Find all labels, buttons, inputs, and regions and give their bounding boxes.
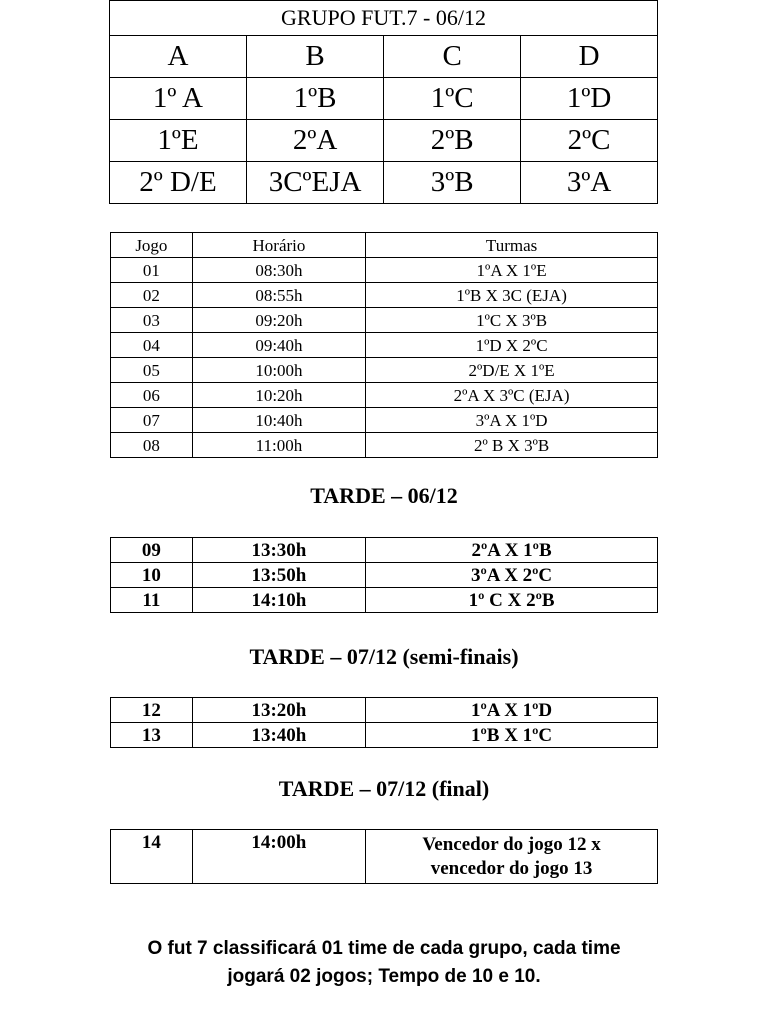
game-number: 03 xyxy=(111,308,193,333)
group-cell: 1ºC xyxy=(384,78,521,120)
game-time: 13:30h xyxy=(192,538,365,563)
table-row xyxy=(111,433,658,458)
game-teams: 1ºB X 1ºC xyxy=(366,723,658,748)
table-row xyxy=(111,538,658,563)
game-number: 02 xyxy=(111,283,193,308)
group-header-b: B xyxy=(246,36,383,78)
game-time: 09:40h xyxy=(192,333,365,358)
rules-note xyxy=(0,935,768,991)
game-time: 14:00h xyxy=(192,830,365,884)
game-teams: 2º B X 3ºB xyxy=(366,433,658,458)
table-row xyxy=(111,383,658,408)
game-time: 13:20h xyxy=(192,698,365,723)
game-teams-line: vencedor do jogo 13 xyxy=(430,857,593,879)
game-teams: 2ºA X 3ºC (EJA) xyxy=(366,383,658,408)
game-time: 13:50h xyxy=(192,563,365,588)
game-teams: 1ºB X 3C (EJA) xyxy=(366,283,658,308)
group-cell: 3CºEJA xyxy=(246,162,383,204)
game-number: 09 xyxy=(111,538,193,563)
table-row xyxy=(111,358,658,383)
game-time: 10:40h xyxy=(192,408,365,433)
game-teams: 2ºD/E X 1ºE xyxy=(366,358,658,383)
game-number: 13 xyxy=(111,723,193,748)
header-horario: Horário xyxy=(192,233,365,258)
game-teams: 1º C X 2ºB xyxy=(366,588,658,613)
groups-title: GRUPO FUT.7 - 06/12 xyxy=(110,1,658,36)
groups-table xyxy=(109,0,658,204)
game-time: 13:40h xyxy=(192,723,365,748)
group-cell: 2ºA xyxy=(246,120,383,162)
group-cell: 1ºE xyxy=(110,120,247,162)
table-row xyxy=(111,723,658,748)
game-time: 08:55h xyxy=(192,283,365,308)
game-time: 10:20h xyxy=(192,383,365,408)
group-cell: 1ºB xyxy=(246,78,383,120)
semifinals-table xyxy=(110,697,658,748)
game-number: 10 xyxy=(111,563,193,588)
table-row xyxy=(111,563,658,588)
game-number: 08 xyxy=(111,433,193,458)
game-time: 14:10h xyxy=(192,588,365,613)
game-time: 08:30h xyxy=(192,258,365,283)
game-number: 11 xyxy=(111,588,193,613)
header-jogo: Jogo xyxy=(111,233,193,258)
group-cell: 1º A xyxy=(110,78,247,120)
group-cell: 2º D/E xyxy=(110,162,247,204)
game-teams: 1ºA X 1ºD xyxy=(366,698,658,723)
group-cell: 2ºB xyxy=(384,120,521,162)
game-teams xyxy=(366,830,658,884)
afternoon-heading: TARDE – 06/12 xyxy=(310,483,458,508)
group-cell: 3ºA xyxy=(521,162,658,204)
schedule-header-row xyxy=(111,233,658,258)
group-header-a: A xyxy=(110,36,247,78)
group-header-d: D xyxy=(521,36,658,78)
group-cell: 2ºC xyxy=(521,120,658,162)
afternoon-schedule-table xyxy=(110,537,658,613)
table-row xyxy=(111,588,658,613)
final-table xyxy=(110,829,658,884)
table-row xyxy=(111,333,658,358)
groups-row xyxy=(110,78,658,120)
game-number: 05 xyxy=(111,358,193,383)
game-number: 04 xyxy=(111,333,193,358)
game-time: 11:00h xyxy=(192,433,365,458)
game-teams: 3ºA X 2ºC xyxy=(366,563,658,588)
final-heading: TARDE – 07/12 (final) xyxy=(278,776,490,801)
header-turmas: Turmas xyxy=(366,233,658,258)
table-row xyxy=(111,830,658,884)
game-teams: 1ºD X 2ºC xyxy=(366,333,658,358)
table-row xyxy=(111,308,658,333)
group-cell: 1ºD xyxy=(521,78,658,120)
game-teams-line: Vencedor do jogo 12 x xyxy=(422,834,601,855)
table-row xyxy=(111,258,658,283)
game-time: 09:20h xyxy=(192,308,365,333)
groups-header-row xyxy=(110,36,658,78)
group-header-c: C xyxy=(384,36,521,78)
table-row xyxy=(111,408,658,433)
game-number: 12 xyxy=(111,698,193,723)
groups-row xyxy=(110,162,658,204)
morning-schedule-table xyxy=(110,232,658,458)
game-teams: 2ºA X 1ºB xyxy=(366,538,658,563)
game-teams: 1ºA X 1ºE xyxy=(366,258,658,283)
rules-note-line: O fut 7 classificará 01 time de cada grupo, cada time xyxy=(147,938,621,959)
game-time: 10:00h xyxy=(192,358,365,383)
groups-row xyxy=(110,120,658,162)
game-number: 14 xyxy=(111,830,193,884)
table-row xyxy=(111,283,658,308)
group-cell: 3ºB xyxy=(384,162,521,204)
game-teams: 1ºC X 3ºB xyxy=(366,308,658,333)
game-number: 07 xyxy=(111,408,193,433)
groups-title-row xyxy=(110,1,658,36)
table-row xyxy=(111,698,658,723)
game-number: 06 xyxy=(111,383,193,408)
game-number: 01 xyxy=(111,258,193,283)
game-teams: 3ºA X 1ºD xyxy=(366,408,658,433)
semifinals-heading: TARDE – 07/12 (semi-finais) xyxy=(249,644,519,669)
rules-note-line: jogará 02 jogos; Tempo de 10 e 10. xyxy=(227,966,541,987)
